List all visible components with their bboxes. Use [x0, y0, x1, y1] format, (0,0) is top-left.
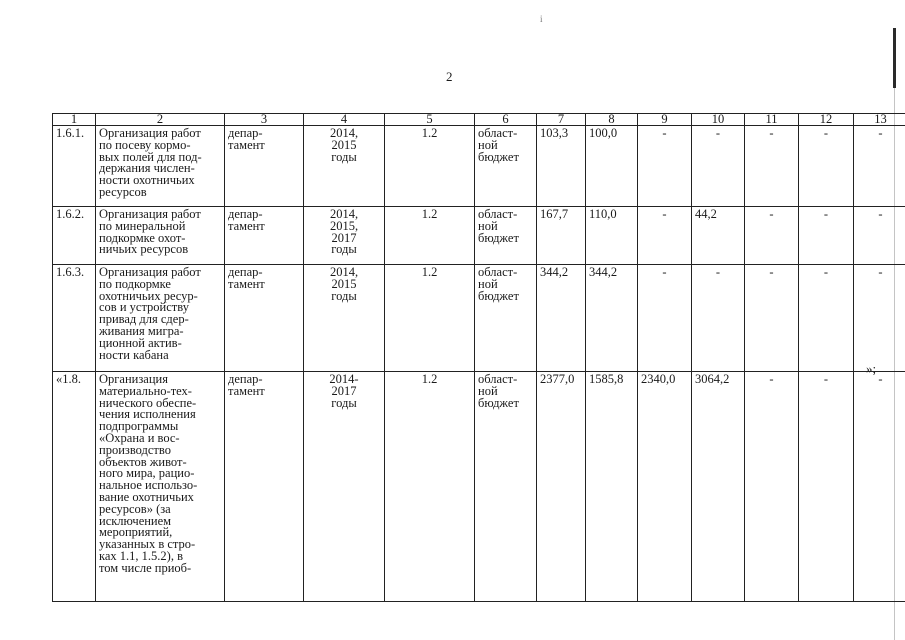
measure-name-line: «Охрана и вос- — [99, 430, 180, 445]
amount-cell-8: 1585,8 — [586, 372, 638, 602]
funding-source-cell — [475, 207, 537, 265]
measure-name-line: по подкормке — [99, 276, 171, 291]
amount-cell-9: - — [638, 126, 692, 207]
executor-cell — [225, 372, 304, 602]
measure-name-line: Организация работ — [99, 207, 201, 221]
executor-line: депар- — [228, 372, 263, 386]
row-number-cell: 1.6.3. — [53, 265, 96, 372]
funding-source-line: област- — [478, 126, 518, 140]
executor-cell — [225, 207, 304, 265]
measure-name-cell — [96, 372, 225, 602]
funding-source-cell — [475, 126, 537, 207]
executor-cell — [225, 265, 304, 372]
measure-name-line: сов и устройству — [99, 300, 189, 315]
table-row — [53, 265, 905, 372]
table-row — [53, 372, 905, 602]
measure-name-line: исключением — [99, 513, 172, 528]
measure-name-line: материально-тех- — [99, 383, 192, 398]
funding-source-line: бюджет — [478, 230, 519, 245]
funding-source-line: ной — [478, 137, 498, 152]
measure-name-line: Организация — [99, 372, 168, 386]
amount-cell-10: 3064,2 — [692, 372, 745, 602]
funding-source-cell — [475, 265, 537, 372]
amount-cell-8: 100,0 — [586, 126, 638, 207]
page-number: 2 — [446, 69, 453, 84]
measure-name-line: мероприятий, — [99, 525, 173, 540]
measure-name-line: ках 1.1, 1.5.2), в — [99, 548, 183, 563]
amount-cell-11: - — [745, 372, 799, 602]
measure-name-line: вых полей для под- — [99, 149, 202, 164]
page-top-mark: i — [540, 14, 543, 24]
amount-cell-13: - — [854, 372, 905, 602]
years-line: 2015, — [329, 218, 359, 233]
funding-source-line: ной — [478, 276, 498, 291]
row-number-cell: «1.8. — [53, 372, 96, 602]
header-cell: 1 — [53, 114, 96, 126]
measure-name-line: указанных в стро- — [99, 537, 196, 552]
executor-line: тамент — [228, 276, 265, 291]
measure-name-line: ционной актив- — [99, 335, 182, 350]
amount-cell-7: 167,7 — [537, 207, 586, 265]
funding-source-line: ной — [478, 218, 498, 233]
measure-name-line: ности кабана — [99, 347, 169, 362]
measure-name-line: производство — [99, 442, 171, 457]
amount-cell-13: - — [854, 207, 905, 265]
header-cell: 4 — [304, 114, 385, 126]
measure-name-cell — [96, 207, 225, 265]
years-cell — [304, 265, 385, 372]
measure-name-line: охотничьих ресур- — [99, 288, 198, 303]
header-cell: 7 — [537, 114, 586, 126]
amount-cell-12: - — [799, 372, 854, 602]
funding-source-line: бюджет — [478, 288, 519, 303]
years-cell — [304, 372, 385, 602]
amount-cell-8: 344,2 — [586, 265, 638, 372]
closing-quote-mark: »; — [866, 361, 877, 376]
measure-name-line: по минеральной — [99, 218, 186, 233]
measure-name-line: ресурсов» (за — [99, 501, 171, 516]
executor-line: депар- — [228, 207, 263, 221]
measure-name-line: Организация работ — [99, 265, 201, 279]
years-line: годы — [331, 242, 357, 257]
row-number-cell: 1.6.1. — [53, 126, 96, 207]
funding-source-line: ной — [478, 383, 498, 398]
measure-name-line: нического обеспе- — [99, 395, 197, 410]
years-line: 2015 — [331, 137, 357, 152]
table-row — [53, 207, 905, 265]
target-cell: 1.2 — [385, 372, 475, 602]
amount-cell-8: 110,0 — [586, 207, 638, 265]
executor-cell — [225, 126, 304, 207]
target-cell: 1.2 — [385, 265, 475, 372]
funding-source-line: бюджет — [478, 395, 519, 410]
measure-name-line: привад для сдер- — [99, 312, 189, 327]
measure-name-cell — [96, 265, 225, 372]
amount-cell-11: - — [745, 265, 799, 372]
years-line: 2015 — [331, 276, 357, 291]
years-line: годы — [331, 395, 357, 410]
amount-cell-12: - — [799, 207, 854, 265]
row-number-cell: 1.6.2. — [53, 207, 96, 265]
measure-name-line: ресурсов — [99, 184, 147, 199]
header-row — [53, 114, 905, 126]
measure-name-line: Организация работ — [99, 126, 201, 140]
amount-cell-9: - — [638, 265, 692, 372]
amount-cell-10: 44,2 — [692, 207, 745, 265]
header-cell: 13 — [854, 114, 905, 126]
executor-line: тамент — [228, 383, 265, 398]
header-cell: 8 — [586, 114, 638, 126]
amount-cell-11: - — [745, 126, 799, 207]
years-line: 2017 — [331, 383, 357, 398]
header-cell: 10 — [692, 114, 745, 126]
measure-name-line: объектов живот- — [99, 454, 187, 469]
measure-name-line: живания мигра- — [99, 323, 184, 338]
amount-cell-12: - — [799, 265, 854, 372]
amount-cell-13: - — [854, 126, 905, 207]
years-line: годы — [331, 149, 357, 164]
measure-name-cell — [96, 126, 225, 207]
amount-cell-13: - — [854, 265, 905, 372]
header-cell: 9 — [638, 114, 692, 126]
header-cell: 6 — [475, 114, 537, 126]
measure-name-line: ности охотничьих — [99, 173, 195, 188]
measure-name-line: чения исполнения — [99, 407, 196, 422]
years-line: 2014, — [329, 207, 359, 221]
amount-cell-12: - — [799, 126, 854, 207]
years-line: годы — [331, 288, 357, 303]
amount-cell-7: 344,2 — [537, 265, 586, 372]
measure-name-line: держания числен- — [99, 161, 195, 176]
measure-name-line: нальное использо- — [99, 478, 198, 493]
years-line: 2014, — [329, 126, 359, 140]
years-line: 2017 — [331, 230, 357, 245]
header-cell: 3 — [225, 114, 304, 126]
years-cell — [304, 126, 385, 207]
funding-source-line: област- — [478, 372, 518, 386]
header-cell: 12 — [799, 114, 854, 126]
measure-name-line: вание охотничьих — [99, 489, 194, 504]
amount-cell-9: - — [638, 207, 692, 265]
amount-cell-10: - — [692, 265, 745, 372]
scan-edge-bar — [893, 28, 896, 88]
program-table — [52, 113, 905, 602]
funding-source-cell — [475, 372, 537, 602]
target-cell: 1.2 — [385, 207, 475, 265]
measure-name-line: подкормке охот- — [99, 230, 186, 245]
executor-line: депар- — [228, 265, 263, 279]
measure-name-line: ничьих ресурсов — [99, 242, 189, 257]
amount-cell-9: 2340,0 — [638, 372, 692, 602]
measure-name-line: по посеву кормо- — [99, 137, 191, 152]
table-row — [53, 126, 905, 207]
measure-name-line: подпрограммы — [99, 419, 179, 434]
header-cell: 2 — [96, 114, 225, 126]
target-cell: 1.2 — [385, 126, 475, 207]
executor-line: депар- — [228, 126, 263, 140]
years-line: 2014- — [329, 372, 359, 386]
years-cell — [304, 207, 385, 265]
executor-line: тамент — [228, 137, 265, 152]
amount-cell-7: 103,3 — [537, 126, 586, 207]
funding-source-line: област- — [478, 207, 518, 221]
funding-source-line: област- — [478, 265, 518, 279]
amount-cell-11: - — [745, 207, 799, 265]
amount-cell-7: 2377,0 — [537, 372, 586, 602]
years-line: 2014, — [329, 265, 359, 279]
amount-cell-10: - — [692, 126, 745, 207]
measure-name-line: ного мира, рацио- — [99, 466, 195, 481]
header-cell: 5 — [385, 114, 475, 126]
executor-line: тамент — [228, 218, 265, 233]
measure-name-line: том числе приоб- — [99, 560, 192, 575]
funding-source-line: бюджет — [478, 149, 519, 164]
header-cell: 11 — [745, 114, 799, 126]
